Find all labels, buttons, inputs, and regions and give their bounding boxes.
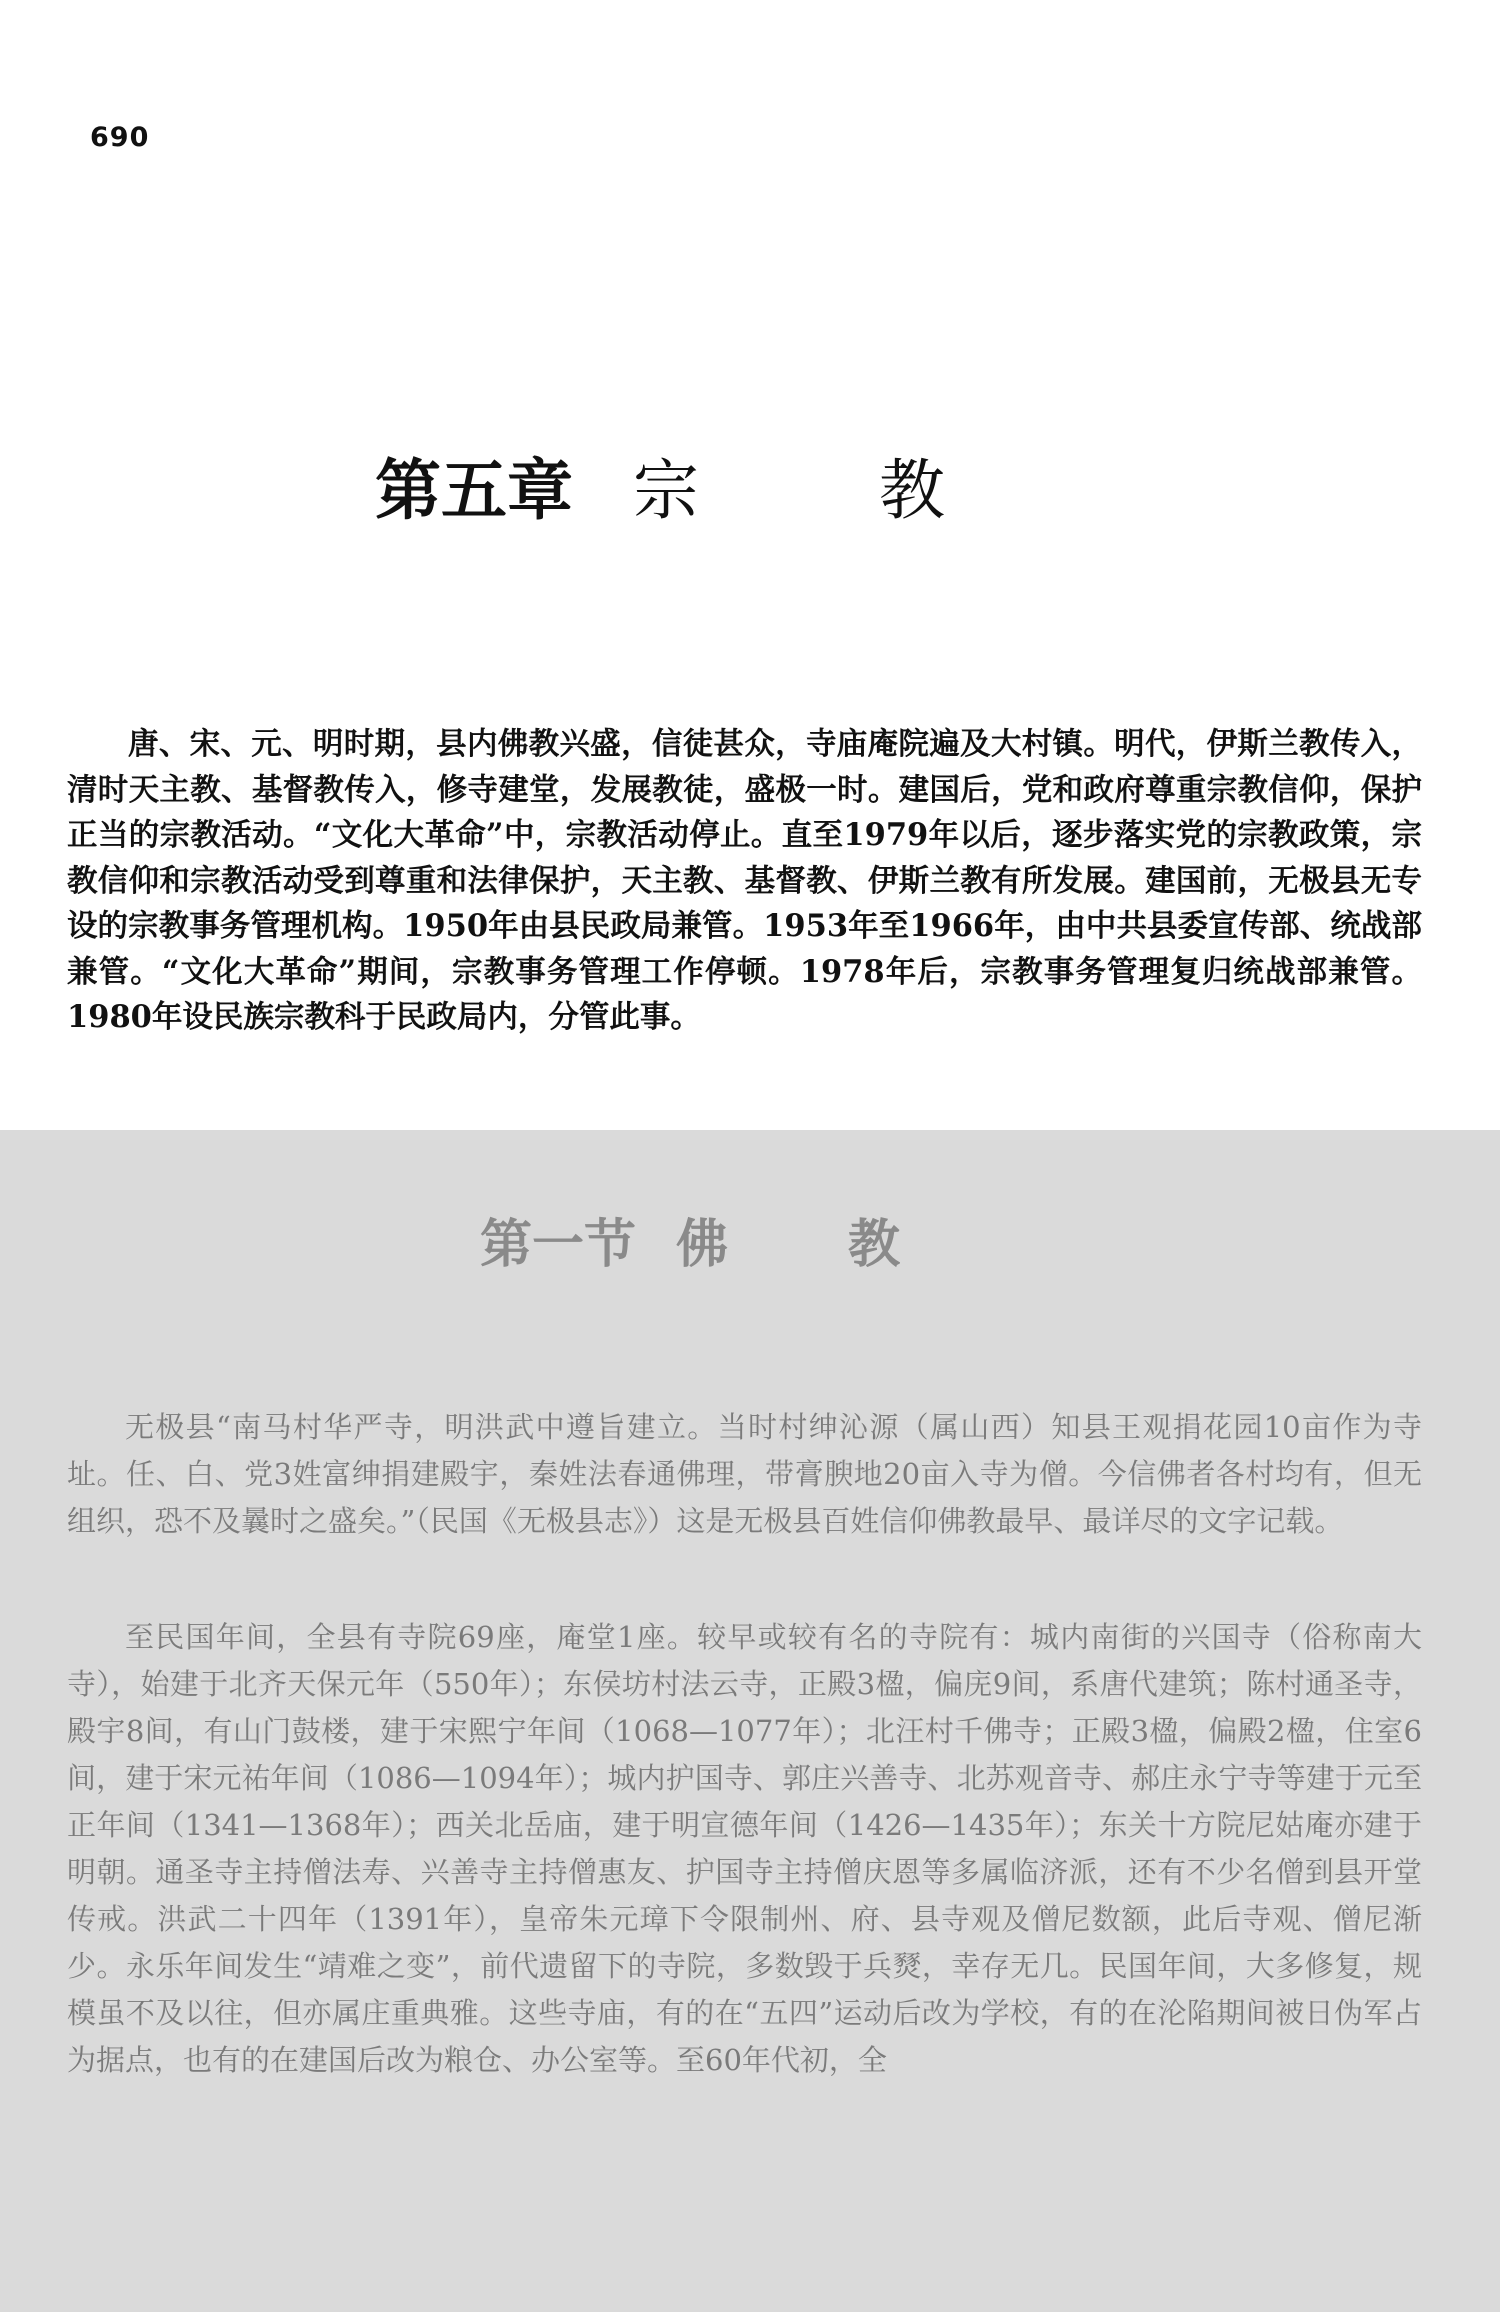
chapter-number: 第五章 bbox=[375, 452, 573, 529]
body-paragraph: 无极县“南马村华严寺，明洪武中遵旨建立。当时村绅沁源（属山西）知县王观捐花园10亩作为寺址。任、白、党3姓富绅捐建殿宇，秦姓法春通佛理，带膏腴地20亩入寺为僧。今信佛者各村均有，但无组织，恐不及曩时之盛矣。”（民国《无极县志》）这是无极县百姓信仰佛教最早、最详尽的文字记载。 bbox=[67, 1410, 1422, 1538]
section-name: 佛教 bbox=[676, 1215, 1021, 1275]
chapter-intro: 唐、宋、元、明时期，县内佛教兴盛，信徒甚众，寺庙庵院遍及大村镇。明代，伊斯兰教传入，清时天主教、基督教传入，修寺建堂，发展教徒，盛极一时。建国后，党和政府尊重宗教信仰，保护正当的宗教活动。“文化大革命”中，宗教活动停止。直至1979年以后，逐步落实党的宗教政策，宗教信仰和宗教活动受到尊重和法律保护，天主教、基督教、伊斯兰教有所发展。建国前，无极县无专设的宗教事务管理机构。1950年由县民政局兼管。1953年至1966年，由中共县委宣传部、统战部兼管。“文化大革命”期间，宗教事务管理工作停顿。1978年后，宗教事务管理复归统战部兼管。1980年设民族宗教科于民政局内，分管此事。 bbox=[67, 726, 1422, 1035]
chapter-name: 宗教 bbox=[633, 452, 1125, 529]
section-title bbox=[0, 1210, 1500, 1280]
page-number: 690 bbox=[90, 122, 150, 153]
body-paragraph: 至民国年间，全县有寺院69座，庵堂1座。较早或较有名的寺院有：城内南街的兴国寺（俗称南大寺），始建于北齐天保元年（550年）；东侯坊村法云寺，正殿3楹，偏庑9间，系唐代建筑；陈村通圣寺，殿宇8间，有山门鼓楼，建于宋熙宁年间（1068—1077年）；北汪村千佛寺；正殿3楹，偏殿2楹，住室6间，建于宋元祐年间（1086—1094年）；城内护国寺、郭庄兴善寺、北苏观音寺、郝庄永宁寺等建于元至正年间（1341—1368年）；西关北岳庙，建于明宣德年间（1426—1435年）；东关十方院尼姑庵亦建于明朝。通圣寺主持僧法寿、兴善寺主持僧惠友、护国寺主持僧庆恩等多属临济派，还有不少名僧到县开堂传戒。洪武二十四年（1391年），皇帝朱元璋下令限制州、府、县寺观及僧尼数额，此后寺观、僧尼渐少。永乐年间发生“靖难之变”，前代遗留下的寺院，多数毁于兵燹，幸存无几。民国年间，大多修复，规模虽不及以往，但亦属庄重典雅。这些寺庙，有的在“五四”运动后改为学校，有的在沦陷期间被日伪军占为据点，也有的在建国后改为粮仓、办公室等。至60年代初，全 bbox=[67, 1620, 1422, 2077]
section-number: 第一节 bbox=[479, 1215, 636, 1275]
chapter-title bbox=[0, 450, 1500, 531]
